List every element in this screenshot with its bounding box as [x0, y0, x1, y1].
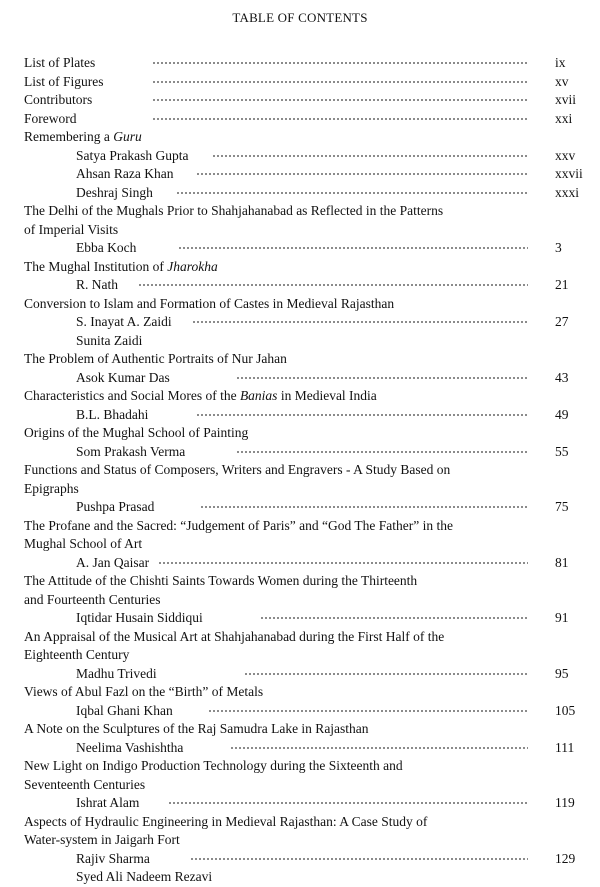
chapter-title-line — [0, 517, 600, 536]
toc-entry-foreword[interactable] — [0, 110, 600, 129]
entry-author: R. Nath — [76, 277, 118, 292]
entry-title: The Mughal Institution of Jharokha — [24, 258, 218, 274]
entry-author: Rajiv Sharma — [76, 850, 150, 866]
entry-page: xxvii — [555, 166, 583, 181]
entry-title: An Appraisal of the Musical Art at Shahjahanabad during the First Half of the — [24, 628, 445, 644]
entry-page: xvii — [555, 92, 577, 107]
entry-title: The Delhi of the Mughals Prior to Shahjahanabad as Reflected in the Patterns — [24, 203, 444, 218]
chapter-title-line — [0, 720, 600, 739]
entry-author: Syed Ali Nadeem Rezavi — [76, 869, 213, 884]
entry-page: 111 — [555, 739, 575, 755]
entry-title: Epigraphs — [24, 480, 79, 496]
chapter-title-line — [0, 831, 600, 850]
leader-dots — [152, 98, 528, 104]
leader-dots — [158, 561, 528, 567]
entry-author: Iqtidar Husain Siddiqui — [76, 610, 203, 625]
chapter-title-line — [0, 387, 600, 406]
toc-entry-author[interactable] — [0, 165, 600, 184]
toc-entry-author[interactable] — [0, 443, 600, 462]
entry-page: 75 — [555, 499, 569, 514]
chapter-title-line — [0, 683, 600, 702]
toc-entry-author[interactable] — [0, 184, 600, 203]
entry-author: B.L. Bhadahi — [76, 406, 149, 422]
entry-title: New Light on Indigo Production Technology during the Sixteenth and — [24, 758, 403, 773]
toc-entry-author[interactable] — [0, 276, 600, 295]
page-title: TABLE OF CONTENTS — [232, 10, 368, 25]
leader-dots — [260, 616, 528, 622]
toc-entry-author[interactable] — [0, 239, 600, 258]
entry-page: 95 — [555, 665, 569, 681]
chapter-title-line — [0, 628, 600, 647]
toc-entry-author[interactable] — [0, 850, 600, 869]
entry-page: 43 — [555, 369, 569, 385]
entry-page: 27 — [555, 314, 569, 329]
chapter-title-line — [0, 258, 600, 277]
entry-author: Asok Kumar Das — [76, 369, 170, 385]
entry-title: Remembering a Guru — [24, 129, 142, 144]
toc-entry-author[interactable] — [0, 406, 600, 425]
entry-author: Sunita Zaidi — [76, 332, 143, 348]
entry-title: Views of Abul Fazl on the “Birth” of Metals — [24, 684, 264, 699]
entry-author: S. Inayat A. Zaidi — [76, 314, 172, 329]
entry-page: 105 — [555, 702, 576, 718]
leader-dots — [244, 672, 528, 678]
chapter-title-line — [0, 295, 600, 314]
entry-page: 49 — [555, 406, 569, 422]
chapter-title-line — [0, 350, 600, 369]
leader-dots — [152, 61, 528, 67]
toc-entry-contributors[interactable] — [0, 91, 600, 110]
entry-author: Som Prakash Verma — [76, 443, 186, 459]
entry-author: Madhu Trivedi — [76, 665, 157, 681]
entry-title: The Attitude of the Chishti Saints Towards Women during the Thirteenth — [24, 573, 418, 588]
toc-entry-author[interactable] — [0, 609, 600, 628]
entry-page: 129 — [555, 850, 576, 866]
entry-author: Neelima Vashishtha — [76, 739, 184, 755]
entry-title: Contributors — [24, 92, 93, 107]
entry-author: Pushpa Prasad — [76, 499, 155, 514]
entry-page: xxv — [555, 147, 576, 163]
toc-entry-list-of-plates[interactable] — [0, 54, 600, 73]
toc-entry-author[interactable] — [0, 498, 600, 517]
entry-author: Ebba Koch — [76, 240, 137, 255]
toc-entry-list-of-figures[interactable] — [0, 73, 600, 92]
entry-title: Eighteenth Century — [24, 647, 130, 662]
chapter-list — [0, 202, 600, 887]
chapter-title-line — [0, 591, 600, 610]
toc-entry-author — [0, 332, 600, 351]
chapter-title-line — [0, 776, 600, 795]
entry-title: Conversion to Islam and Formation of Castes in Medieval Rajasthan — [24, 295, 395, 311]
leader-dots — [230, 746, 528, 752]
chapter-title-line — [0, 757, 600, 776]
entry-title: A Note on the Sculptures of the Raj Samudra Lake in Rajasthan — [24, 721, 369, 736]
entry-page: xxi — [555, 110, 573, 126]
section-title-remembering — [0, 128, 600, 147]
entry-page: 91 — [555, 610, 569, 625]
toc-entry-author[interactable] — [0, 147, 600, 166]
entry-page: 55 — [555, 443, 569, 459]
leader-dots — [138, 283, 528, 289]
leader-dots — [196, 413, 528, 419]
entry-title: Functions and Status of Composers, Writers and Engravers - A Study Based on — [24, 462, 451, 477]
entry-page: 119 — [555, 795, 575, 810]
toc-entry-author[interactable] — [0, 794, 600, 813]
entry-title: The Problem of Authentic Portraits of Nur Jahan — [24, 351, 287, 366]
leader-dots — [212, 154, 528, 160]
entry-title: and Fourteenth Centuries — [24, 591, 161, 607]
entry-title: List of Figures — [24, 73, 104, 89]
entry-title: List of Plates — [24, 55, 96, 70]
entry-title: Foreword — [24, 110, 77, 126]
leader-dots — [152, 117, 528, 123]
table-of-contents — [0, 54, 600, 887]
entry-author: A. Jan Qaisar — [76, 554, 150, 570]
leader-dots — [200, 505, 528, 511]
chapter-title-line — [0, 646, 600, 665]
toc-entry-author[interactable] — [0, 739, 600, 758]
entry-author: Deshraj Singh — [76, 184, 153, 200]
leader-dots — [236, 376, 528, 382]
entry-page: xxxi — [555, 184, 580, 200]
entry-author: Iqbal Ghani Khan — [76, 702, 173, 718]
leader-dots — [168, 801, 528, 807]
entry-title: Aspects of Hydraulic Engineering in Medieval Rajasthan: A Case Study of — [24, 813, 428, 829]
toc-entry-author — [0, 868, 600, 887]
entry-page: ix — [555, 55, 566, 70]
toc-entry-author[interactable] — [0, 554, 600, 573]
entry-title: Characteristics and Social Mores of the Banias in Medieval India — [24, 388, 377, 403]
entry-author: Ahsan Raza Khan — [76, 166, 174, 181]
chapter-title-line — [0, 461, 600, 480]
leader-dots — [192, 320, 528, 326]
toc-entry-author[interactable] — [0, 313, 600, 332]
entry-title: Origins of the Mughal School of Painting — [24, 425, 249, 440]
chapter-title-line — [0, 221, 600, 240]
leader-dots — [152, 80, 528, 86]
chapter-title-line — [0, 480, 600, 499]
chapter-title-line — [0, 202, 600, 221]
entry-page: xv — [555, 73, 569, 89]
leader-dots — [176, 191, 528, 197]
entry-author: Ishrat Alam — [76, 795, 140, 810]
entry-title: of Imperial Visits — [24, 221, 119, 237]
entry-author: Satya Prakash Gupta — [76, 147, 189, 163]
chapter-title-line — [0, 813, 600, 832]
leader-dots — [208, 709, 528, 715]
toc-entry-author[interactable] — [0, 702, 600, 721]
entry-title: Water-system in Jaigarh Fort — [24, 832, 180, 847]
chapter-title-line — [0, 424, 600, 443]
leader-dots — [178, 246, 528, 252]
chapter-title-line — [0, 572, 600, 591]
leader-dots — [196, 172, 528, 178]
chapter-title-line — [0, 535, 600, 554]
entry-title: Seventeenth Centuries — [24, 776, 146, 792]
entry-title: The Profane and the Sacred: “Judgement of Paris” and “God The Father” in the — [24, 517, 453, 533]
leader-dots — [190, 857, 528, 863]
toc-entry-author[interactable] — [0, 665, 600, 684]
entry-title: Mughal School of Art — [24, 536, 143, 551]
leader-dots — [236, 450, 528, 456]
entry-page: 3 — [555, 240, 562, 255]
entry-page: 81 — [555, 554, 569, 570]
toc-entry-author[interactable] — [0, 369, 600, 388]
entry-page: 21 — [555, 277, 569, 292]
